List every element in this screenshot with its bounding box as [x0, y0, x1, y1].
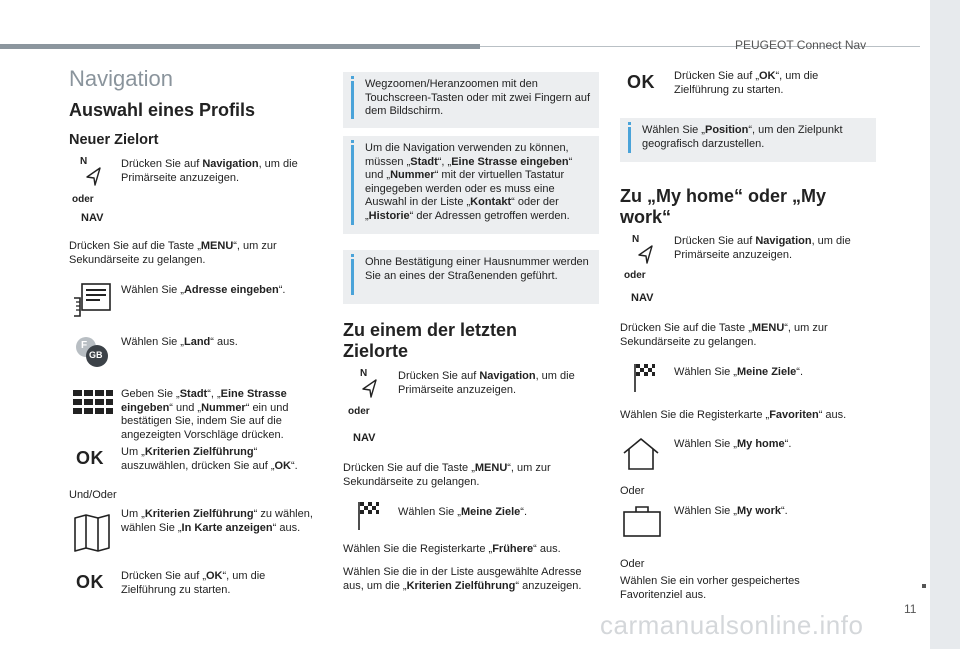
country-icon-gb: GB: [89, 350, 103, 360]
para-favorite: Wählen Sie ein vorher gespeichertes Favoritenziel aus.: [620, 575, 800, 601]
ok-icon-2: OK: [76, 572, 104, 592]
para-menu: Drücken Sie auf die Taste „MENU“, um zur Sekundärseite zu gelangen.: [69, 240, 277, 266]
watermark: carmanualsonline.info: [600, 610, 864, 640]
heading-new-destination: Neuer Zielort: [69, 132, 159, 148]
nav-icon: [72, 156, 112, 226]
header-rule: [0, 44, 480, 49]
step-show-map: Um „Kriterien Zielführung“ zu wählen, wählen Sie „In Karte anzeigen“ aus.: [121, 508, 313, 534]
heading-last-destinations: Zu einem der letzten Zielorte: [343, 320, 518, 361]
nav-icon-oder: oder: [72, 194, 94, 205]
section-title: Navigation: [69, 66, 173, 91]
home-icon: [622, 437, 660, 471]
info-note-zoom: Wegzoomen/Heranzoomen mit den Touchscreen-Tasten oder mit zwei Fingern auf dem Bildschirm.: [343, 72, 599, 128]
nav-icon-label: NAV: [81, 212, 104, 224]
step-my-destinations-2: Wählen Sie „Meine Ziele“.: [674, 366, 804, 378]
step-navigation-3: Drücken Sie auf Navigation, um die Primärseite anzuzeigen.: [674, 235, 851, 261]
step-navigation: Drücken Sie auf Navigation, um die Primärseite anzuzeigen.: [121, 158, 298, 184]
or-label-2: Oder: [620, 558, 645, 570]
para-menu-3: Drücken Sie auf die Taste „MENU“, um zur Sekundärseite zu gelangen.: [620, 322, 828, 348]
step-start-guidance-2: Drücken Sie auf „OK“, um die Zielführung zu starten.: [674, 70, 819, 96]
heading-home-work: Zu „My home“ oder „My work“: [620, 186, 827, 227]
info-note-position: Wählen Sie „Position“, um den Zielpunkt geografisch darzustellen.: [620, 118, 876, 162]
step-my-work: Wählen Sie „My work“.: [674, 505, 788, 517]
step-navigation-2: Drücken Sie auf Navigation, um die Primärseite anzuzeigen.: [398, 370, 575, 396]
para-tab-favorites: Wählen Sie die Registerkarte „Favoriten“ aus.: [620, 409, 847, 421]
ok-icon: OK: [76, 448, 104, 468]
para-select-address: Wählen Sie die in der Liste ausgewählte Adresse aus, um die „Kriterien Zielführung“ anzuzeigen.: [343, 566, 582, 592]
country-icon: [72, 335, 112, 369]
work-icon: [622, 504, 662, 538]
nav-icon-n: N: [632, 234, 640, 245]
country-icon-f: F: [81, 340, 88, 351]
heading-profile: Auswahl eines Profils: [69, 100, 256, 120]
step-country: Wählen Sie „Land“ aus.: [121, 336, 238, 348]
page-marker: [922, 584, 926, 588]
and-or-label: Und/Oder: [69, 489, 117, 501]
nav-icon-2: [346, 368, 386, 448]
nav-icon-label: NAV: [631, 292, 654, 304]
keyboard-icon: [72, 388, 114, 424]
nav-icon-n: N: [80, 156, 88, 167]
step-city-street: Geben Sie „Stadt“, „Eine Strasse eingeben“ und „Nummer“ ein und bestätigen Sie, indem Sie auf die angezeigten Vorschläge drücken.: [121, 388, 289, 441]
navigation-arrow-icon: [636, 244, 656, 266]
ok-icon-3: OK: [627, 72, 655, 92]
nav-icon-n: N: [360, 368, 368, 379]
nav-icon-3: [624, 234, 664, 308]
side-strip: [930, 0, 960, 649]
step-my-home: Wählen Sie „My home“.: [674, 438, 792, 450]
checkered-flag-icon: [356, 500, 380, 532]
step-my-destinations: Wählen Sie „Meine Ziele“.: [398, 506, 528, 518]
or-label-1: Oder: [620, 485, 645, 497]
navigation-arrow-icon: [360, 378, 380, 400]
navigation-arrow-icon: [84, 166, 104, 188]
para-tab-recent: Wählen Sie die Registerkarte „Frühere“ aus.: [343, 543, 561, 555]
nav-icon-label: NAV: [353, 432, 376, 444]
step-criteria-ok: Um „Kriterien Zielführung“ auszuwählen, drücken Sie auf „OK“.: [121, 446, 298, 472]
step-address: Wählen Sie „Adresse eingeben“.: [121, 284, 286, 296]
address-entry-icon: [72, 282, 112, 318]
nav-icon-oder: oder: [348, 406, 370, 417]
para-menu-2: Drücken Sie auf die Taste „MENU“, um zur Sekundärseite zu gelangen.: [343, 462, 551, 488]
map-icon: [72, 514, 112, 552]
page-number: 11: [904, 602, 917, 616]
info-note-housenumber: Ohne Bestätigung einer Hausnummer werden Sie an eines der Straßenenden geführt.: [343, 250, 599, 304]
checkered-flag-icon-2: [632, 362, 656, 394]
header-title: PEUGEOT Connect Nav: [735, 38, 867, 52]
nav-icon-oder: oder: [624, 270, 646, 281]
step-start-guidance: Drücken Sie auf „OK“, um die Zielführung zu starten.: [121, 570, 266, 596]
info-note-input: Um die Navigation verwenden zu können, müssen „Stadt“, „Eine Strasse eingeben“ und „Nummer“ mit der virtuellen Tastatur eingegeben werden oder es muss eine Auswahl in der Liste „Kontakt“ oder der „Historie“ der Adressen getroffen werden.: [343, 136, 599, 234]
